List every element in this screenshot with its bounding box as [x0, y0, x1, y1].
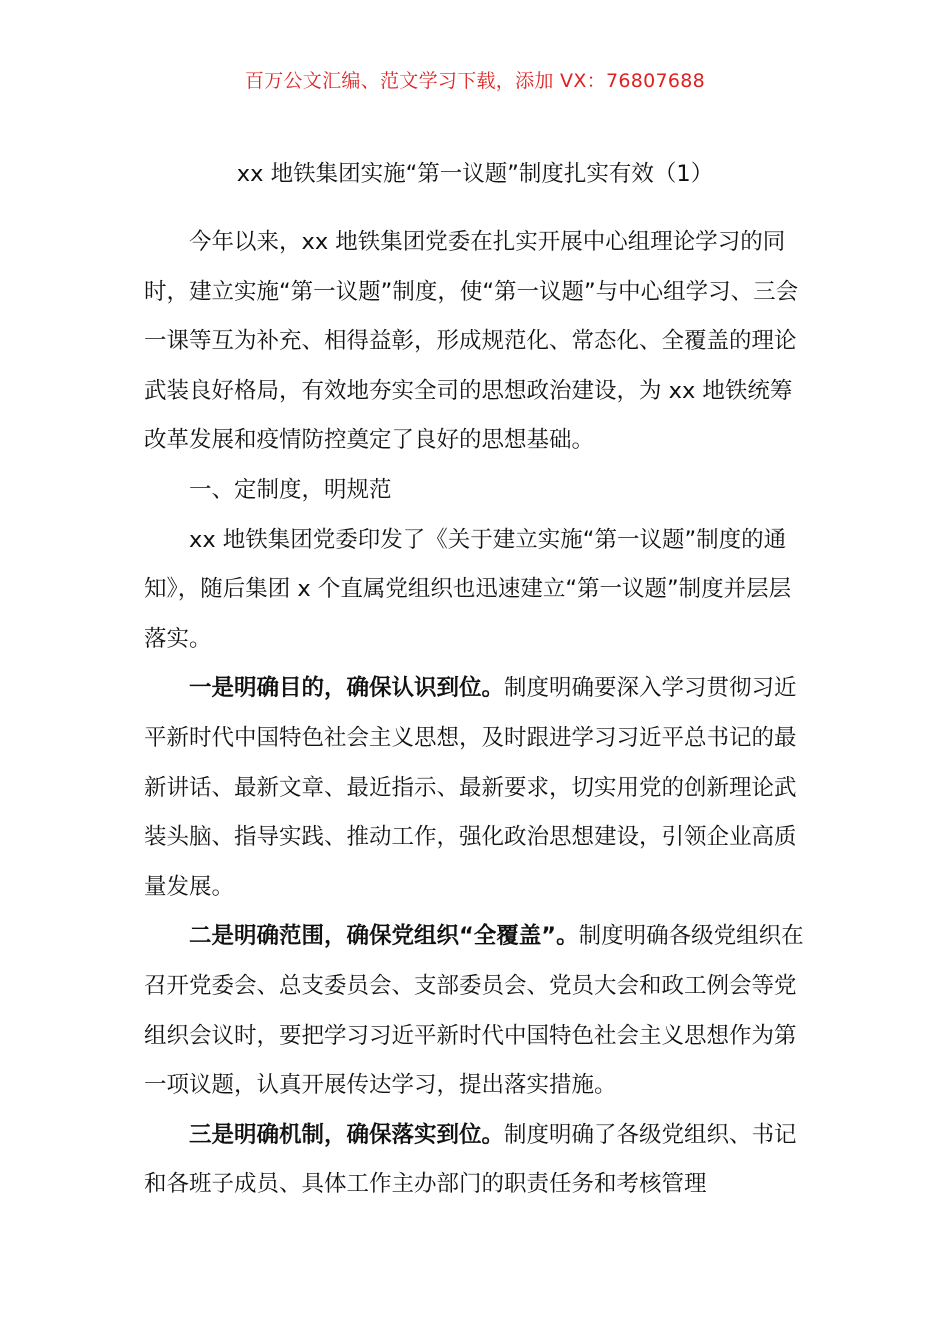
point-lead-3: 三是明确机制，确保落实到位。 [189, 1121, 505, 1148]
section-heading-1: 一、定制度，明规范 [189, 476, 392, 503]
point-text-3: 制度明确了各级党组织、书记和各班子成员、具体工作主办部门的职责任务和考核管理 [144, 1121, 797, 1198]
intro-paragraph: 今年以来，xx 地铁集团党委在扎实开展中心组理论学习的同时，建立实施“第一议题”制度，使“第一议题”与中心组学习、三会一课等互为补充、相得益彰，形成规范化、常态化、全覆盖的理论武装良好格局，有效地夯实全司的思想政治建设，为 xx 地铁统筹改革发展和疫情防控奠定了良好的思想基础。 [144, 229, 799, 454]
document-body [144, 218, 809, 1210]
page-title: xx 地铁集团实施“第一议题”制度扎实有效（1） [236, 161, 714, 187]
point-text-2: 制度明确各级党组织在召开党委会、总支委员会、支部委员会、党员大会和政工例会等党组织会议时，要把学习习近平新时代中国特色社会主义思想作为第一项议题，认真开展传达学习，提出落实措施。 [144, 923, 804, 1099]
point-lead-1: 一是明确目的，确保认识到位。 [189, 675, 505, 702]
point-text-1: 制度明确要深入学习贯彻习近平新时代中国特色社会主义思想，及时跟进学习习近平总书记的最新讲话、最新文章、最近指示、最新要求，切实用党的创新理论武装头脑、指导实践、推动工作，强化政治思想建设，引领企业高质量发展。 [144, 675, 797, 900]
point-lead-2: 二是明确范围，确保党组织“全覆盖”。 [189, 923, 579, 950]
point-paragraph-2 [144, 912, 809, 1110]
point-paragraph-3 [144, 1111, 809, 1210]
point-paragraph-1 [144, 664, 809, 912]
header-watermark-note: 百万公文汇编、范文学习下载，添加 VX：76807688 [244, 70, 706, 92]
section-paragraph-1: xx 地铁集团党委印发了《关于建立实施“第一议题”制度的通知》，随后集团 x 个直属党组织也迅速建立“第一议题”制度并层层落实。 [144, 526, 792, 652]
